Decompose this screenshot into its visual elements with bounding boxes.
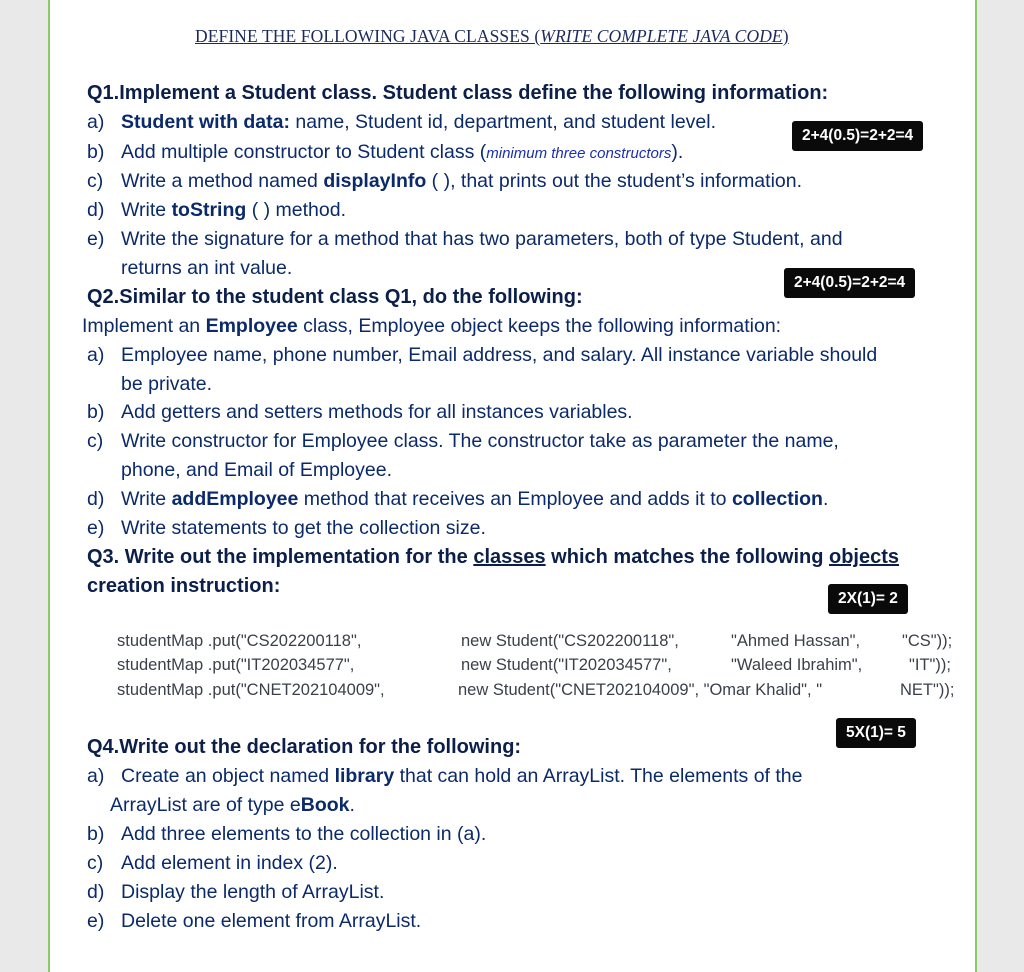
- item-bold: Book: [300, 794, 350, 816]
- item-text: Add getters and setters methods for all instances variables.: [121, 401, 633, 423]
- code-line-3-new: new Student("CNET202104009", "Omar Khalid", ": [458, 681, 823, 699]
- code-line-1-put: studentMap .put("CS202200118",: [117, 632, 362, 650]
- q2-score-badge: 2+4(0.5)=2+2=4: [784, 268, 915, 298]
- q4-item-a: [87, 765, 803, 788]
- item-label: e): [87, 517, 105, 539]
- q2-item-c-cont: phone, and Email of Employee.: [121, 459, 393, 481]
- item-text: Create an object named: [121, 765, 335, 787]
- q3-underlined: classes: [473, 546, 546, 568]
- item-text: Write constructor for Employee class. The constructor take as parameter the name,: [121, 430, 839, 452]
- item-text: ( ) method.: [246, 199, 346, 221]
- q4-item-b: [87, 823, 486, 846]
- item-text: .: [349, 794, 355, 816]
- item-label: b): [87, 823, 105, 845]
- item-text: ).: [671, 141, 684, 163]
- item-text: Employee name, phone number, Email address, and salary. All instance variable should: [121, 344, 878, 366]
- q1-score-badge: 2+4(0.5)=2+2=4: [792, 121, 923, 151]
- heading-italic: WRITE COMPLETE JAVA CODE: [540, 26, 783, 46]
- item-text: Write: [121, 488, 172, 510]
- item-bold: library: [334, 765, 395, 787]
- item-italic: minimum three constructors: [486, 145, 672, 162]
- intro-bold: Employee: [205, 315, 298, 337]
- q2-item-e: [87, 517, 486, 540]
- q2-title: Q2.Similar to the student class Q1, do the following:: [87, 286, 583, 308]
- code-line-2-put: studentMap .put("IT202034577",: [117, 656, 355, 674]
- q4-item-e: [87, 910, 421, 933]
- item-label: a): [87, 111, 105, 133]
- q1-item-e-cont: returns an int value.: [121, 257, 293, 279]
- code-line-2-name: "Waleed Ibrahim",: [731, 656, 863, 674]
- item-label: a): [87, 344, 105, 366]
- q1-item-a: [87, 111, 716, 134]
- item-text: Write a method named: [121, 170, 324, 192]
- item-text: method that receives an Employee and adds it to: [298, 488, 732, 510]
- intro-text: class, Employee object keeps the following information:: [297, 315, 782, 337]
- page-heading: [195, 26, 789, 47]
- q1-item-e: [87, 228, 843, 251]
- intro-text: Implement an: [82, 315, 206, 337]
- q1-item-d: [87, 199, 346, 222]
- item-bold: displayInfo: [323, 170, 427, 192]
- code-line-1-new: new Student("CS202200118",: [461, 632, 679, 650]
- item-text: name, Student id, department, and student level.: [290, 111, 717, 133]
- q1-item-b: [87, 141, 683, 164]
- item-text: .: [822, 488, 829, 510]
- q4-title: Q4.Write out the declaration for the following:: [87, 736, 522, 758]
- q2-intro: [82, 315, 781, 338]
- q4-item-c: [87, 852, 338, 875]
- item-label: a): [87, 765, 105, 787]
- item-label: b): [87, 141, 105, 163]
- q4-score-badge: 5X(1)= 5: [836, 718, 916, 748]
- item-bold: collection: [731, 488, 823, 510]
- item-text: ArrayList are of type e: [110, 794, 301, 816]
- item-text: Add three elements to the collection in (a).: [121, 823, 487, 845]
- code-line-1-dept: "CS"));: [902, 632, 953, 650]
- heading-text: DEFINE THE FOLLOWING JAVA CLASSES (: [195, 26, 541, 46]
- q2-item-b: [87, 401, 633, 424]
- q4-item-d: [87, 881, 384, 904]
- code-line-1-name: "Ahmed Hassan",: [731, 632, 861, 650]
- item-label: c): [87, 170, 104, 192]
- q3-score-badge: 2X(1)= 2: [828, 584, 908, 614]
- item-label: e): [87, 228, 105, 250]
- item-label: e): [87, 910, 105, 932]
- item-label: c): [87, 430, 104, 452]
- item-bold: toString: [171, 199, 247, 221]
- item-text: Delete one element from ArrayList.: [121, 910, 422, 932]
- q3-text: which matches the following: [545, 546, 829, 568]
- q3-underlined: objects: [828, 546, 900, 568]
- q1-title: Q1.Implement a Student class. Student class define the following information:: [87, 82, 829, 104]
- q4-item-a-cont: [110, 794, 355, 817]
- item-text: Write the signature for a method that has two parameters, both of type Student, and: [121, 228, 843, 250]
- q2-item-a: [87, 344, 877, 367]
- q3-title-cont: creation instruction:: [87, 575, 281, 597]
- item-text: Write statements to get the collection size.: [121, 517, 486, 539]
- item-label: b): [87, 401, 105, 423]
- item-text: Display the length of ArrayList.: [121, 881, 385, 903]
- heading-close: ): [782, 26, 789, 46]
- q3-text: Q3. Write out the implementation for the: [87, 546, 474, 568]
- code-line-3-put: studentMap .put("CNET202104009",: [117, 681, 385, 699]
- item-label: d): [87, 199, 105, 221]
- item-text: Add element in index (2).: [121, 852, 338, 874]
- q2-item-a-cont: be private.: [121, 373, 213, 395]
- item-text: Add multiple constructor to Student class (: [121, 141, 487, 163]
- q1-item-c: [87, 170, 802, 193]
- item-label: d): [87, 488, 105, 510]
- item-bold: Student with data:: [121, 111, 290, 133]
- q2-item-d: [87, 488, 828, 511]
- q3-title: [87, 546, 899, 569]
- item-label: d): [87, 881, 105, 903]
- code-line-2-new: new Student("IT202034577",: [461, 656, 672, 674]
- item-text: ( ), that prints out the student’s information.: [426, 170, 803, 192]
- item-label: c): [87, 852, 104, 874]
- item-bold: addEmployee: [171, 488, 299, 510]
- item-text: that can hold an ArrayList. The elements of the: [394, 765, 803, 787]
- item-text: Write: [121, 199, 172, 221]
- code-line-2-dept: "IT"));: [909, 656, 951, 674]
- q2-item-c: [87, 430, 839, 453]
- code-line-3-dept: NET"));: [900, 681, 955, 699]
